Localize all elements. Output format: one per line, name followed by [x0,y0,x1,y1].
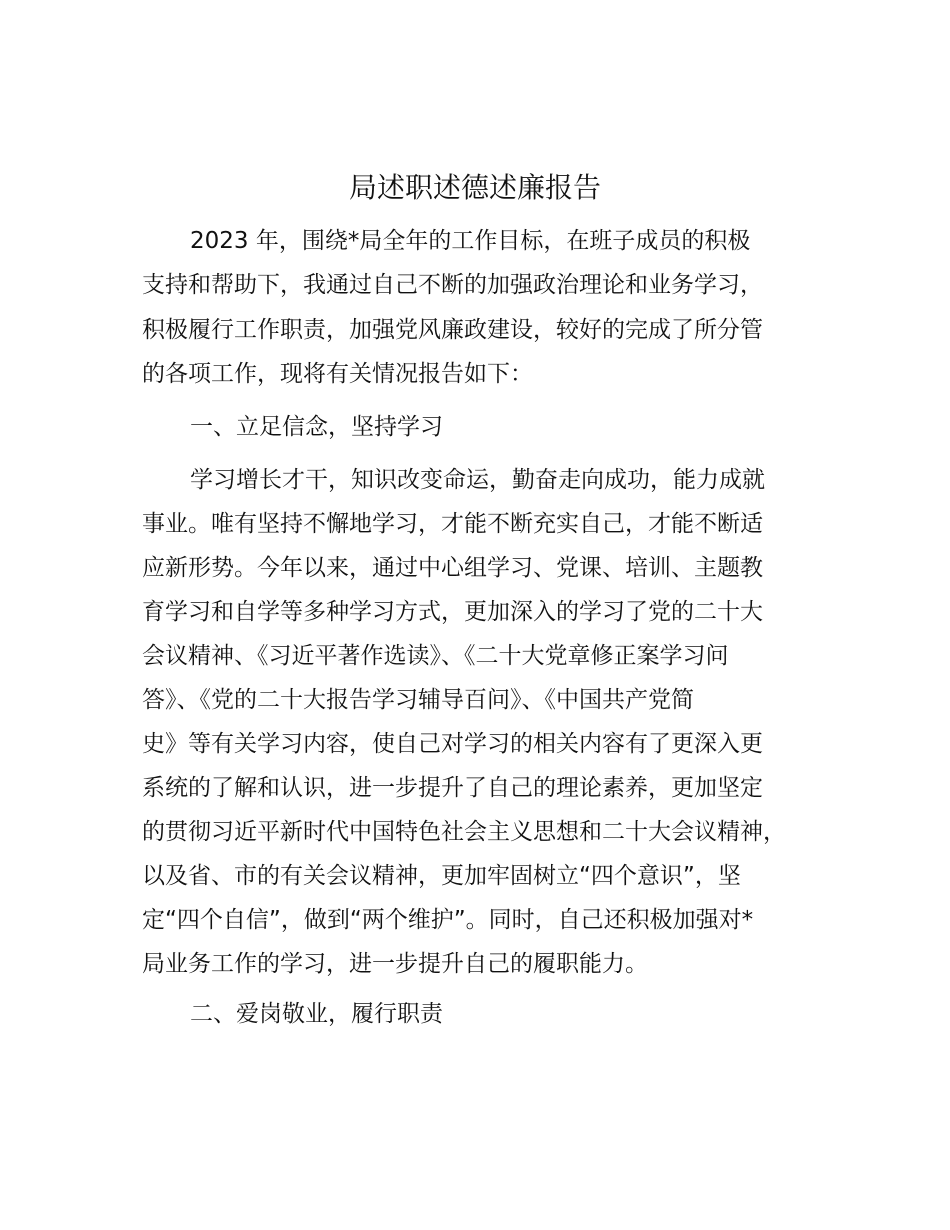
paragraph-line: 2023 年，围绕*局全年的工作目标，在班子成员的积极 [190,228,751,254]
paragraph-line: 支持和帮助下，我通过自己不断的加强政治理论和业务学习， [142,272,763,298]
paragraph-line: 答》、《党的二十大报告学习辅导百问》、《中国共产党简 [142,687,694,713]
paragraph-line: 的贯彻习近平新时代中国特色社会主义思想和二十大会议精神， [142,819,786,845]
paragraph-line: 积极履行工作职责，加强党风廉政建设，较好的完成了所分管 [142,317,763,343]
paragraph-line: 事业。唯有坚持不懈地学习，才能不断充实自己，才能不断适 [142,511,763,537]
section-heading: 一、立足信念，坚持学习 [190,414,443,440]
paragraph-line: 应新形势。今年以来，通过中心组学习、党课、培训、主题教 [142,555,763,581]
section-heading: 二、爱岗敬业，履行职责 [190,1001,443,1027]
paragraph-line: 学习增长才干，知识改变命运，勤奋走向成功，能力成就 [190,467,765,493]
document-title: 局述职述德述廉报告 [348,171,601,204]
paragraph-line: 育学习和自学等多种学习方式，更加深入的学习了党的二十大 [142,599,763,625]
paragraph-line: 以及省、市的有关会议精神，更加牢固树立“四个意识”，坚 [142,863,741,889]
paragraph-line: 的各项工作，现将有关情况报告如下： [142,361,533,387]
paragraph-line: 史》等有关学习内容，使自己对学习的相关内容有了更深入更 [142,731,763,757]
paragraph-line: 定“四个自信”，做到“两个维护”。同时，自己还积极加强对* [142,907,754,933]
paragraph-line: 会议精神、《习近平著作选读》、《二十大党章修正案学习问 [142,643,729,669]
paragraph-line: 系统的了解和认识，进一步提升了自己的理论素养，更加坚定 [142,775,763,801]
paragraph-line: 局业务工作的学习，进一步提升自己的履职能力。 [142,951,648,977]
